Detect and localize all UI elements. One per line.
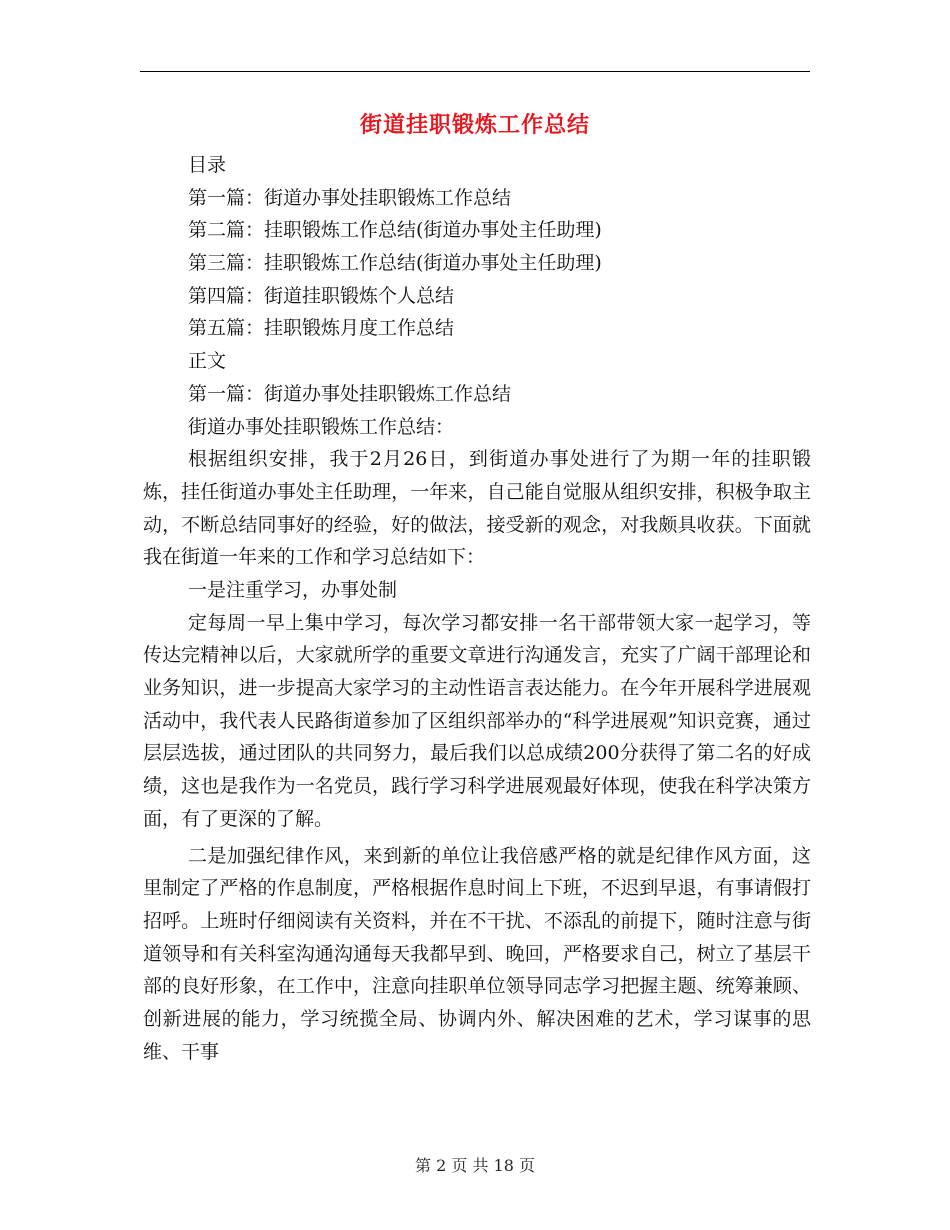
- toc-heading: 目录: [188, 154, 227, 176]
- intro-paragraph: 根据组织安排，我于2月26日，到街道办事处进行了为期一年的挂职锻炼，挂任街道办事处主任助理，一年来，自己能自觉服从组织安排，积极争取主动，不断总结同事好的经验，好的做法，接受新的观念，对我颇具收获。下面就我在街道一年来的工作和学习总结如下：: [143, 448, 811, 569]
- page-number: 第 2 页 共 18 页: [415, 1156, 535, 1175]
- document-title: 街道挂职锻炼工作总结: [359, 113, 590, 138]
- section-heading: 一是注重学习，办事处制: [188, 578, 398, 601]
- body-heading: 正文: [188, 350, 227, 373]
- section-paragraph: 二是加强纪律作风，来到新的单位让我倍感严格的就是纪律作风方面，这里制定了严格的作息制度，严格根据作息时间上下班，不迟到早退，有事请假打招呼。上班时仔细阅读有关资料，并在不干扰、不添乱的前提下，随时注意与街道领导和有关科室沟通沟通每天我都早到、晚回，严格要求自己，树立了基层干部的良好形象，在工作中，注意向挂职单位领导同志学习把握主题、统筹兼顾、创新进展的能力，学习统揽全局、协调内外、解决困难的艺术，学习谋事的思维、干事: [143, 844, 811, 1063]
- toc-item: 第四篇：街道挂职锻炼个人总结: [188, 284, 455, 307]
- header-rule: [140, 71, 810, 72]
- article-title: 街道办事处挂职锻炼工作总结：: [188, 415, 455, 438]
- toc-item: 第一篇：街道办事处挂职锻炼工作总结: [188, 186, 512, 209]
- toc-item: 第五篇：挂职锻炼月度工作总结: [188, 317, 455, 340]
- section-paragraph: 定每周一早上集中学习，每次学习都安排一名干部带领大家一起学习，等传达完精神以后，大家就所学的重要文章进行沟通发言，充实了广阔干部理论和业务知识，进一步提高大家学习的主动性语言表达能力。在今年开展科学进展观活动中，我代表人民路街道参加了区组织部举办的“科学进展观”知识竞赛，通过层层选拔，通过团队的共同努力，最后我们以总成绩200分获得了第二名的好成绩，这也是我作为一名党员，践行学习科学进展观最好体现，使我在科学决策方面，有了更深的了解。: [143, 611, 811, 830]
- toc-item: 第三篇：挂职锻炼工作总结(街道办事处主任助理): [188, 252, 602, 275]
- chapter-title: 第一篇：街道办事处挂职锻炼工作总结: [188, 382, 512, 405]
- toc-item: 第二篇：挂职锻炼工作总结(街道办事处主任助理): [188, 219, 602, 242]
- document-body: [143, 149, 811, 1068]
